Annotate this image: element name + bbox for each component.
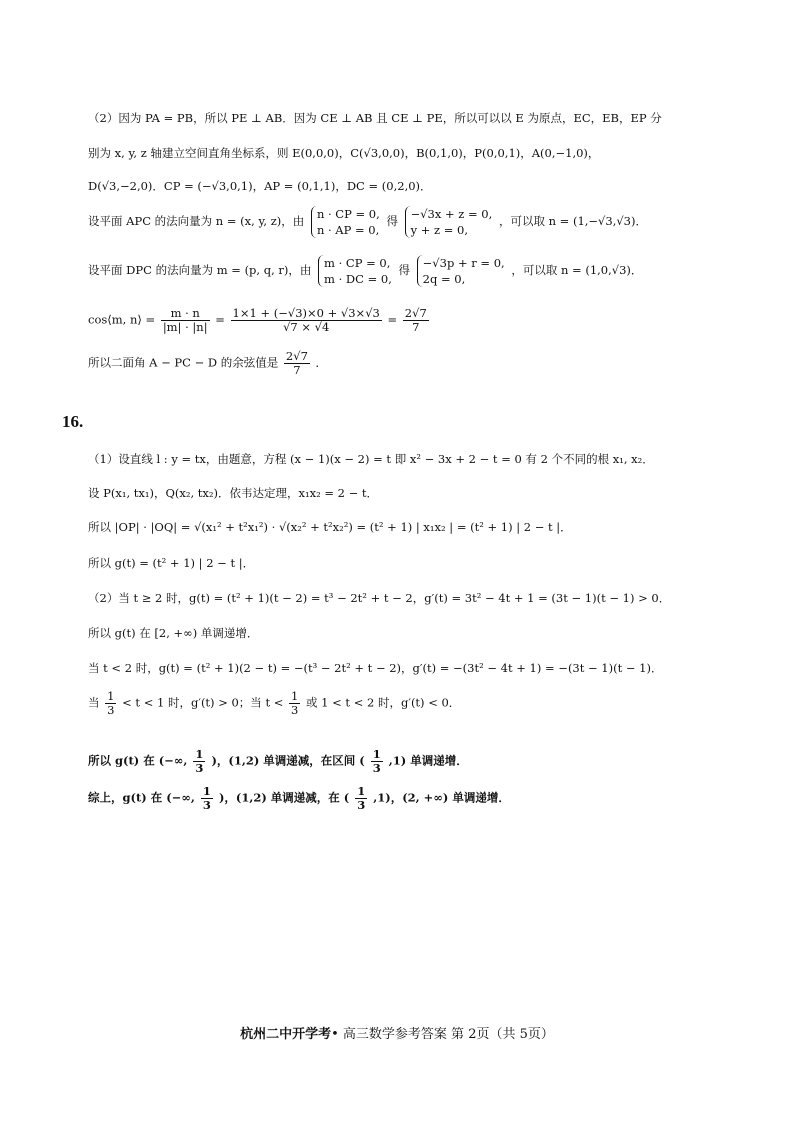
l9-b: )，(1,2) 单调递减，在区间 ( [211, 753, 365, 768]
question-number: 16. [62, 412, 84, 431]
l4-pre: 设平面 APC 的法向量为 n = (x, y, z)，由 [88, 214, 305, 228]
l4-system-1 [311, 206, 380, 238]
l5-sys1-eq2: m · DC = 0, [324, 272, 392, 286]
l4-sys2-eq1: −√3x + z = 0, [410, 207, 493, 221]
l8-frac-2-num: 1 [291, 689, 299, 703]
part2-line-2: 别为 x, y, z 轴建立空间直角坐标系，则 E(0,0,0)，C(√3,0,0)，B(0,1,0)，P(0,0,1)，A(0,−1,0)， [88, 146, 600, 160]
l9-c: ,1) 单调递增． [388, 753, 468, 768]
cos-eq-1: = [215, 312, 225, 327]
q16-line-1: （1）设直线 l : y = tx，由题意，方程 (x − 1)(x − 2) = t 即 x² − 3x + 2 − t = 0 有 2 个不同的根 x₁, x₂． [88, 452, 654, 466]
l5-post: ，可以取 n = (1,0,√3)． [511, 263, 643, 277]
cos-frac-2-den: √7 × √4 [283, 320, 330, 334]
l5-mid: 得 [398, 263, 411, 277]
l8-b: < t < 1 时，g′(t) > 0；当 t < [122, 695, 284, 710]
footer-rest: • 高三数学参考答案 第 2页（共 5页） [331, 1027, 554, 1042]
part2-conclusion [88, 350, 327, 377]
l10-frac-1-den: 3 [202, 798, 211, 812]
l10-frac-2 [355, 785, 367, 812]
l5-sys2-eq1: −√3p + r = 0, [422, 256, 505, 270]
q16-line-7: 当 t < 2 时，g(t) = (t² + 1)(2 − t) = −(t³ − 2t² + t − 2)，g′(t) = −(3t² − 4t + 1) = −(3t − 1)(t − 1)． [88, 661, 663, 675]
l8-frac-1-num: 1 [107, 689, 115, 703]
concl-frac-den: 7 [293, 363, 301, 377]
q16-line-10 [88, 785, 510, 812]
cos-frac-3-den: 7 [412, 320, 420, 334]
cos-frac-1-num: m · n [161, 307, 210, 321]
concl-frac [284, 350, 310, 377]
q16-line-2: 设 P(x₁, tx₁)，Q(x₂, tx₂)．依韦达定理，x₁x₂ = 2 − t． [88, 486, 379, 500]
l8-frac-1-den: 3 [107, 703, 115, 717]
l10-frac-1-num: 1 [202, 784, 211, 798]
l4-system-2 [405, 206, 493, 238]
l5-system-2 [417, 255, 505, 287]
l4-sys2-eq2: y + z = 0, [410, 223, 469, 237]
l4-sys1-eq2: n · AP = 0, [316, 223, 380, 237]
cos-frac-1-den: |m| · |n| [162, 320, 208, 334]
l10-frac-2-den: 3 [357, 798, 366, 812]
part2-line-3: D(√3,−2,0)．CP = (−√3,0,1)，AP = (0,1,1)，DC = (0,2,0)． [88, 179, 432, 193]
cos-frac-2-num: 1×1 + (−√3)×0 + √3×√3 [232, 306, 380, 320]
l8-frac-2-den: 3 [291, 703, 299, 717]
concl-frac-num: 2√7 [285, 349, 308, 363]
concl-pre: 所以二面角 A − PC − D 的余弦值是 [88, 355, 279, 370]
l9-frac-1 [193, 748, 205, 775]
l8-frac-2 [289, 690, 300, 717]
q16-line-3: 所以 |OP| · |OQ| = √(x₁² + t²x₁²) · √(x₂² + t²x₂²) = (t² + 1) | x₁x₂ | = (t² + 1) | 2 − t |． [88, 520, 572, 534]
l9-a: 所以 g(t) 在 (−∞, [88, 753, 188, 768]
l9-frac-1-num: 1 [195, 747, 204, 761]
l9-frac-2-den: 3 [372, 761, 381, 775]
cosine-formula [88, 307, 431, 334]
l8-frac-1 [105, 690, 116, 717]
l8-a: 当 [88, 695, 100, 710]
l4-sys1-eq1: n · CP = 0, [316, 207, 380, 221]
l10-frac-2-num: 1 [357, 784, 366, 798]
part2-line-5 [88, 255, 642, 287]
l10-b: )，(1,2) 单调递减，在 ( [218, 790, 350, 805]
q16-line-9 [88, 748, 468, 775]
l8-c: 或 1 < t < 2 时，g′(t) < 0． [306, 695, 461, 710]
cos-frac-1 [161, 307, 210, 334]
cos-lhs: cos⟨m, n⟩ = [88, 312, 156, 327]
l10-c: ,1)，(2, +∞) 单调递增． [373, 790, 510, 805]
l4-post: ，可以取 n = (1,−√3,√3)． [498, 214, 647, 228]
concl-post: ． [315, 355, 328, 370]
footer-school: 杭州二中开学考 [240, 1027, 332, 1042]
l10-a: 综上，g(t) 在 (−∞, [88, 790, 195, 805]
part2-line-4 [88, 206, 647, 238]
q16-line-5: （2）当 t ≥ 2 时，g(t) = (t² + 1)(t − 2) = t³ − 2t² + t − 2，g′(t) = 3t² − 4t + 1 = (3t − 1)(t − 1) > 0． [88, 591, 671, 605]
l5-sys2-eq2: 2q = 0, [422, 272, 466, 286]
q16-line-6: 所以 g(t) 在 [2, +∞) 单调递增． [88, 626, 259, 640]
cos-frac-3-num: 2√7 [404, 306, 427, 320]
l9-frac-2-num: 1 [372, 747, 381, 761]
l5-sys1-eq1: m · CP = 0, [324, 256, 391, 270]
cos-frac-3 [403, 307, 429, 334]
l5-system-1 [318, 255, 392, 287]
l5-pre: 设平面 DPC 的法向量为 m = (p, q, r)，由 [88, 263, 312, 277]
part2-line-1: （2）因为 PA = PB，所以 PE ⊥ AB．因为 CE ⊥ AB 且 CE ⊥ PE，所以可以以 E 为原点，EC，EB，EP 分 [88, 111, 662, 125]
q16-line-4: 所以 g(t) = (t² + 1) | 2 − t |． [88, 556, 255, 570]
cos-frac-2 [231, 307, 382, 334]
page-footer [0, 1023, 794, 1042]
l10-frac-1 [201, 785, 213, 812]
l9-frac-1-den: 3 [195, 761, 204, 775]
cos-eq-2: = [387, 312, 398, 327]
q16-line-8 [88, 690, 460, 717]
l9-frac-2 [371, 748, 383, 775]
l4-mid: 得 [386, 214, 398, 228]
